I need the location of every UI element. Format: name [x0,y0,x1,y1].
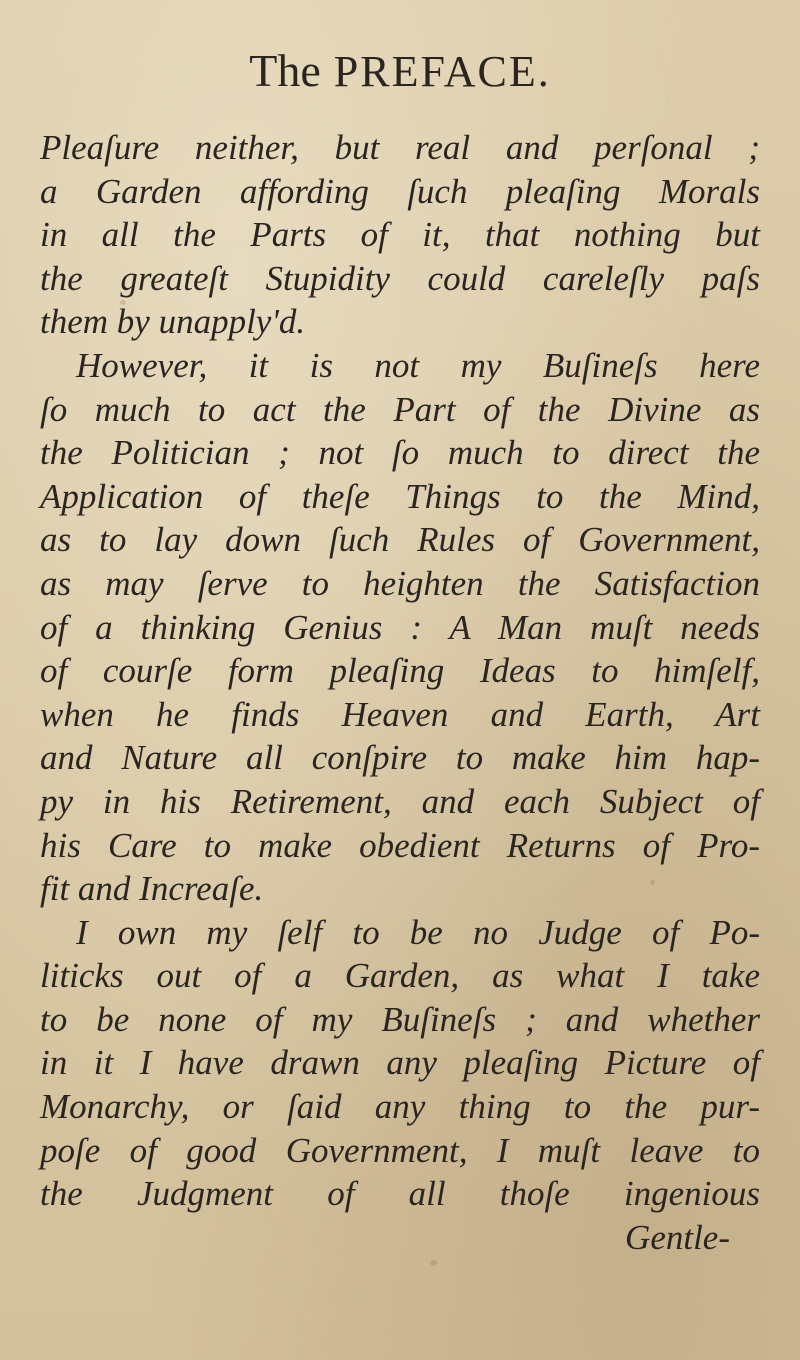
text-line: Pleaſure neither, but real and perſonal ; [40,128,760,167]
text-line: his Care to make obedient Returns of Pro- [40,825,760,865]
catchword: Gentle- [625,1217,730,1257]
text-line: them by unapply'd. [40,302,306,342]
text-line: I own my ſelf to be no Judge of Po- [76,912,760,952]
text-line: py in his Retirement, and each Subject of [40,781,760,821]
text-line: and Nature all conſpire to make him hap- [40,738,760,778]
text-line: when he finds Heaven and Earth, Art [40,694,760,734]
foxing-spot [430,1260,437,1266]
body-text [40,126,760,1259]
text-line: the Politician ; not ſo much to direct the [40,433,760,473]
text-line: as may ſerve to heighten the Satisfaction [40,563,760,603]
text-line: in all the Parts of it, that nothing but [40,215,760,255]
text-line: poſe of good Government, I muſt leave to [40,1130,760,1170]
running-head [0,44,800,97]
text-line: as to lay down ſuch Rules of Government, [40,520,760,560]
text-line: ſo much to act the Part of the Divine as [40,389,760,429]
text-line: However, it is not my Buſineſs here [76,345,760,385]
text-line: Monarchy, or ſaid any thing to the pur- [40,1087,760,1127]
text-line: in it I have drawn any pleaſing Picture of [40,1043,760,1083]
running-head-preface: PREFACE. [333,47,551,96]
text-line: fit and Increaſe. [40,869,264,909]
text-line: Application of theſe Things to the Mind, [40,476,760,516]
text-line: a Garden affording ſuch pleaſing Morals [40,171,760,211]
text-line: the greateſt Stupidity could careleſly paſs [40,258,760,298]
running-head-the: The [249,45,321,96]
text-line: of courſe form pleaſing Ideas to himſelf, [40,651,760,691]
text-line: to be none of my Buſineſs ; and whether [40,999,760,1039]
text-line: liticks out of a Garden, as what I take [40,956,760,996]
text-line: of a thinking Genius : A Man muſt needs [40,607,760,647]
text-line: the Judgment of all thoſe ingenious [40,1174,760,1214]
